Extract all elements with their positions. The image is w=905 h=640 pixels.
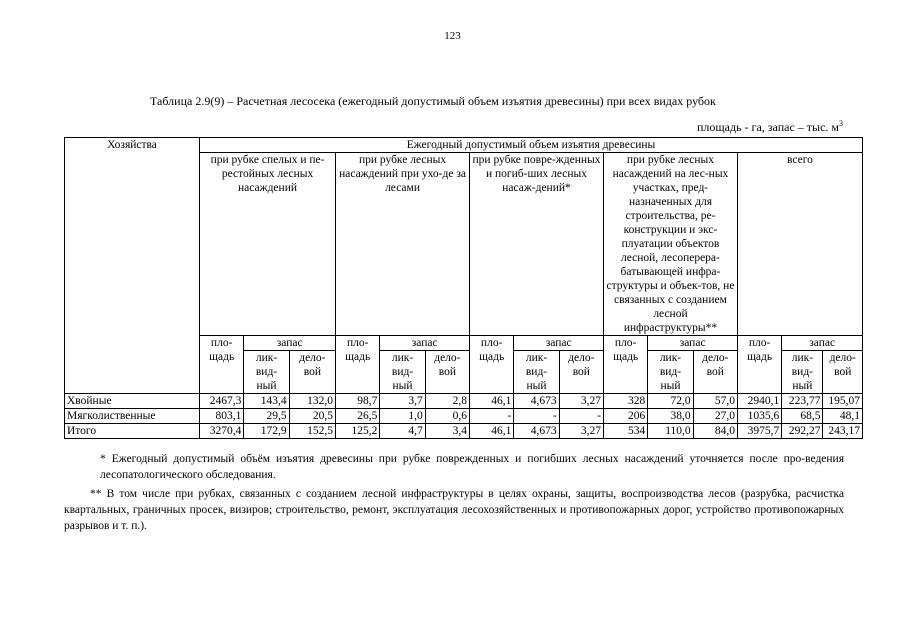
sub-header-stock: запас (514, 336, 604, 351)
row-label: Мягколиственные (65, 409, 200, 424)
cell: 4,7 (380, 424, 425, 439)
group-header-damaged: при рубке повре-жденных и погиб-ших лесных насаж-дений* (470, 153, 604, 336)
cell: 328 (603, 394, 647, 409)
cell: 3,4 (425, 424, 469, 439)
cell: 223,77 (782, 394, 823, 409)
sub-header-business: дело-вой (823, 351, 863, 394)
cell: - (514, 409, 559, 424)
sub-header-business: дело-вой (289, 351, 335, 394)
footnote-1: * Ежегодный допустимый объём изъятия древесины при рубке поврежденных и погибших лесных насаждений уточняется после про-ведения лесопатологического обследования. (100, 453, 844, 481)
cell: 1035,6 (737, 409, 781, 424)
cell: 20,5 (289, 409, 335, 424)
cell: 46,1 (470, 424, 514, 439)
cell: 803,1 (200, 409, 244, 424)
header-row-1 (65, 138, 863, 153)
table-row (65, 424, 863, 439)
sub-header-liquid: лик-вид-ный (380, 351, 425, 394)
sub-header-stock: запас (648, 336, 738, 351)
cell: 0,6 (425, 409, 469, 424)
header-farms: Хозяйства (65, 138, 200, 394)
cell: - (470, 409, 514, 424)
table-caption: Таблица 2.9(9) – Расчетная лесосека (ежегодный допустимый объем изъятия древесины) при всех видах рубок (150, 94, 716, 108)
cell: 48,1 (823, 409, 863, 424)
sub-header-area: пло-щадь (336, 336, 380, 394)
cell: 195,07 (823, 394, 863, 409)
sub-header-business: дело-вой (425, 351, 469, 394)
table-row (65, 409, 863, 424)
cell: 152,5 (289, 424, 335, 439)
sub-header-area: пло-щадь (737, 336, 781, 394)
sub-header-stock: запас (782, 336, 863, 351)
cell: 3975,7 (737, 424, 781, 439)
cell: - (559, 409, 603, 424)
cell: 3,27 (559, 394, 603, 409)
sub-header-stock: запас (380, 336, 470, 351)
cell: 125,2 (336, 424, 380, 439)
cell: 3270,4 (200, 424, 244, 439)
sub-header-business: дело-вой (693, 351, 737, 394)
table-row (65, 394, 863, 409)
sub-header-stock: запас (244, 336, 336, 351)
sub-header-area: пло-щадь (200, 336, 244, 394)
sub-header-liquid: лик-вид-ный (782, 351, 823, 394)
cell: 2940,1 (737, 394, 781, 409)
footnotes (64, 451, 844, 534)
cell: 143,4 (244, 394, 289, 409)
cell: 98,7 (336, 394, 380, 409)
cell: 57,0 (693, 394, 737, 409)
cell: 84,0 (693, 424, 737, 439)
cell: 206 (603, 409, 647, 424)
cell: 3,27 (559, 424, 603, 439)
group-header-thinning: при рубке лесных насаждений при ухо-де за лесами (336, 153, 470, 336)
sub-header-liquid: лик-вид-ный (244, 351, 289, 394)
cell: 68,5 (782, 409, 823, 424)
group-header-infrastructure: при рубке лесных насаждений на лес-ных участках, пред-назначенных для строительства, ре-конструкции и экс-плуатации объектов лесной, лесоперера-батывающей инфра-структуры и объек-тов, не связанных с созданием лесной инфраструктуры** (603, 153, 737, 336)
row-label: Итого (65, 424, 200, 439)
cell: 292,27 (782, 424, 823, 439)
sub-header-liquid: лик-вид-ный (648, 351, 693, 394)
group-header-total: всего (737, 153, 862, 336)
cell: 1,0 (380, 409, 425, 424)
cell: 2467,3 (200, 394, 244, 409)
cell: 172,9 (244, 424, 289, 439)
sub-header-liquid: лик-вид-ный (514, 351, 559, 394)
units-note (697, 119, 843, 135)
page-number: 123 (444, 30, 461, 42)
cell: 4,673 (514, 424, 559, 439)
sub-header-area: пло-щадь (603, 336, 647, 394)
cell: 2,8 (425, 394, 469, 409)
cell: 132,0 (289, 394, 335, 409)
cell: 72,0 (648, 394, 693, 409)
row-label: Хвойные (65, 394, 200, 409)
units-text: площадь - га, запас – тыс. м (696, 120, 839, 134)
cell: 27,0 (693, 409, 737, 424)
cell: 4,673 (514, 394, 559, 409)
cell: 3,7 (380, 394, 425, 409)
units-superscript: 3 (839, 119, 843, 128)
header-main: Ежегодный допустимый объем изъятия древесины (200, 138, 863, 153)
sub-header-business: дело-вой (559, 351, 603, 394)
cell: 38,0 (648, 409, 693, 424)
group-header-mature: при рубке спелых и пе-рестойных лесных насаждений (200, 153, 336, 336)
cell: 534 (603, 424, 647, 439)
cell: 29,5 (244, 409, 289, 424)
footnote-2: ** В том числе при рубках, связанных с созданием лесной инфраструктуры в целях охраны, защиты, воспроизводства лесов (разрубка, расчистка квартальных, граничных просек, визиров; строительство, ремонт, эксплуатация лесохозяйственных и противопожарных дорог, устройство противопожарных разрывов и т. п.). (64, 488, 844, 532)
cell: 243,17 (823, 424, 863, 439)
cell: 46,1 (470, 394, 514, 409)
cell: 110,0 (648, 424, 693, 439)
allowable-cut-table (64, 137, 863, 439)
cell: 26,5 (336, 409, 380, 424)
sub-header-area: пло-щадь (470, 336, 514, 394)
